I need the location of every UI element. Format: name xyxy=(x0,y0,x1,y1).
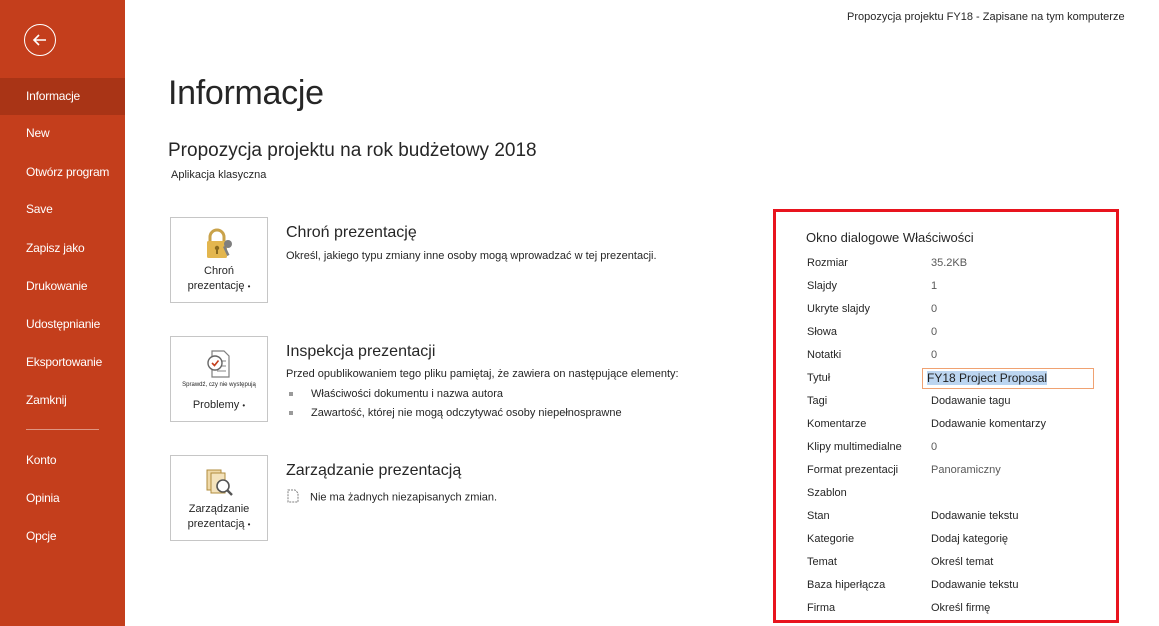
inspect-tile-label: Problemy • xyxy=(192,399,246,411)
inspect-title: Inspekcja prezentacji xyxy=(286,343,436,360)
protect-description: Określ, jakiego typu zmiany inne osoby mogą wprowadzać w tej prezentacji. xyxy=(286,250,657,262)
properties-panel xyxy=(773,209,1119,623)
property-row xyxy=(804,395,1114,413)
nav-item-informacje[interactable]: Informacje xyxy=(0,78,125,115)
manage-presentation-button[interactable] xyxy=(170,455,268,541)
property-value[interactable]: Dodawanie tekstu xyxy=(931,510,1019,522)
property-row xyxy=(804,533,1114,551)
inspect-document-icon xyxy=(171,349,267,379)
property-value[interactable]: Określ firmę xyxy=(931,602,991,614)
property-label: Komentarze xyxy=(807,418,867,430)
property-label: Firma xyxy=(807,602,836,614)
backstage-sidebar xyxy=(0,0,125,626)
property-row xyxy=(804,303,1114,321)
property-label: Notatki xyxy=(807,349,842,361)
property-label: Ukryte slajdy xyxy=(807,303,870,315)
dropdown-caret-icon: • xyxy=(247,520,251,529)
property-row xyxy=(804,418,1114,436)
property-row xyxy=(804,510,1114,528)
nav-divider xyxy=(26,429,99,430)
manage-tile-label-1: Zarządzanie xyxy=(188,503,250,515)
bullet-icon xyxy=(289,392,293,396)
property-row xyxy=(804,579,1114,597)
manage-description-row: Nie ma żadnych niezapisanych zmian. xyxy=(286,489,497,506)
property-row xyxy=(804,349,1114,367)
property-label: Rozmiar xyxy=(807,257,848,269)
property-label: Slajdy xyxy=(807,280,837,292)
property-value: Panoramiczny xyxy=(931,464,1001,476)
property-value: 0 xyxy=(931,326,938,338)
nav-item-save-as[interactable]: Zapisz jako xyxy=(26,241,85,255)
bullet-icon xyxy=(289,411,293,415)
nav-item-print[interactable]: Drukowanie xyxy=(26,279,88,293)
property-value[interactable]: Dodawanie tekstu xyxy=(931,579,1019,591)
property-value: 0 xyxy=(931,303,938,315)
protect-tile-label-1: Chroń xyxy=(204,265,234,277)
page-title: Informacje xyxy=(168,74,324,112)
property-label: Temat xyxy=(807,556,837,568)
lock-icon xyxy=(171,226,267,262)
property-value: 35.2KB xyxy=(931,257,968,269)
property-label: Klipy multimedialne xyxy=(807,441,902,453)
protect-tile-label-2: prezentację • xyxy=(187,280,251,292)
property-value: 0 xyxy=(931,441,938,453)
property-row xyxy=(804,556,1114,574)
document-title: Propozycja projektu FY18 - Zapisane na tym komputerze xyxy=(847,11,1125,23)
property-value[interactable]: Dodawanie tagu xyxy=(931,395,1011,407)
property-label: Baza hiperłącza xyxy=(807,579,886,591)
property-row xyxy=(804,257,1114,275)
nav-item-account[interactable]: Konto xyxy=(26,453,57,467)
property-value[interactable]: Dodaj kategorię xyxy=(931,533,1009,545)
presentation-location: Aplikacja klasyczna xyxy=(171,169,267,181)
property-label: Format prezentacji xyxy=(807,464,899,476)
properties-dialog-link[interactable]: Okno dialogowe Właściwości xyxy=(806,230,974,245)
property-row xyxy=(804,326,1114,344)
property-row xyxy=(804,464,1114,482)
manage-tile-label-2: prezentacją • xyxy=(187,518,251,530)
back-button[interactable] xyxy=(24,24,56,56)
property-value: 0 xyxy=(931,349,938,361)
property-label: Szablon xyxy=(807,487,847,499)
dropdown-caret-icon: • xyxy=(242,401,246,410)
manage-versions-icon xyxy=(171,466,267,498)
inspect-bullet-item: Zawartość, której nie mogą odczytywać osoby niepełnosprawne xyxy=(289,407,622,419)
title-field[interactable]: FY18 Project Proposal xyxy=(922,368,1094,389)
protect-title: Chroń prezentację xyxy=(286,224,417,241)
property-value: 1 xyxy=(931,280,938,292)
property-label: Słowa xyxy=(807,326,837,338)
nav-item-export[interactable]: Eksportowanie xyxy=(26,355,103,369)
protect-presentation-button[interactable] xyxy=(170,217,268,303)
inspect-description: Przed opublikowaniem tego pliku pamiętaj, że zawiera on następujące elementy: xyxy=(286,368,679,380)
property-row xyxy=(804,487,1114,505)
property-label: Tagi xyxy=(807,395,828,407)
property-label: Stan xyxy=(807,510,830,522)
property-label: Tytuł xyxy=(807,372,831,384)
document-icon xyxy=(286,489,300,506)
inspect-tile-small-label: Sprawdź, czy nie występują xyxy=(182,382,256,388)
property-row xyxy=(804,280,1114,298)
presentation-name: Propozycja projektu na rok budżetowy 2018 xyxy=(168,140,537,161)
check-for-issues-button[interactable] xyxy=(170,336,268,422)
property-label: Kategorie xyxy=(807,533,855,545)
nav-item-feedback[interactable]: Opinia xyxy=(26,491,60,505)
nav-item-save[interactable]: Save xyxy=(26,202,53,216)
property-value[interactable]: Dodawanie komentarzy xyxy=(931,418,1046,430)
manage-title: Zarządzanie prezentacją xyxy=(286,462,462,479)
back-arrow-icon xyxy=(31,31,49,49)
property-row xyxy=(804,602,1114,620)
dropdown-caret-icon: • xyxy=(247,282,251,291)
nav-item-close[interactable]: Zamknij xyxy=(26,393,67,407)
nav-item-open[interactable]: Otwórz program xyxy=(26,165,110,179)
inspect-bullet-item: Właściwości dokumentu i nazwa autora xyxy=(289,388,503,400)
nav-item-new[interactable]: New xyxy=(26,126,50,140)
property-value[interactable]: Określ temat xyxy=(931,556,994,568)
nav-item-share[interactable]: Udostępnianie xyxy=(26,317,101,331)
nav-item-options[interactable]: Opcje xyxy=(26,529,57,543)
property-row xyxy=(804,441,1114,459)
